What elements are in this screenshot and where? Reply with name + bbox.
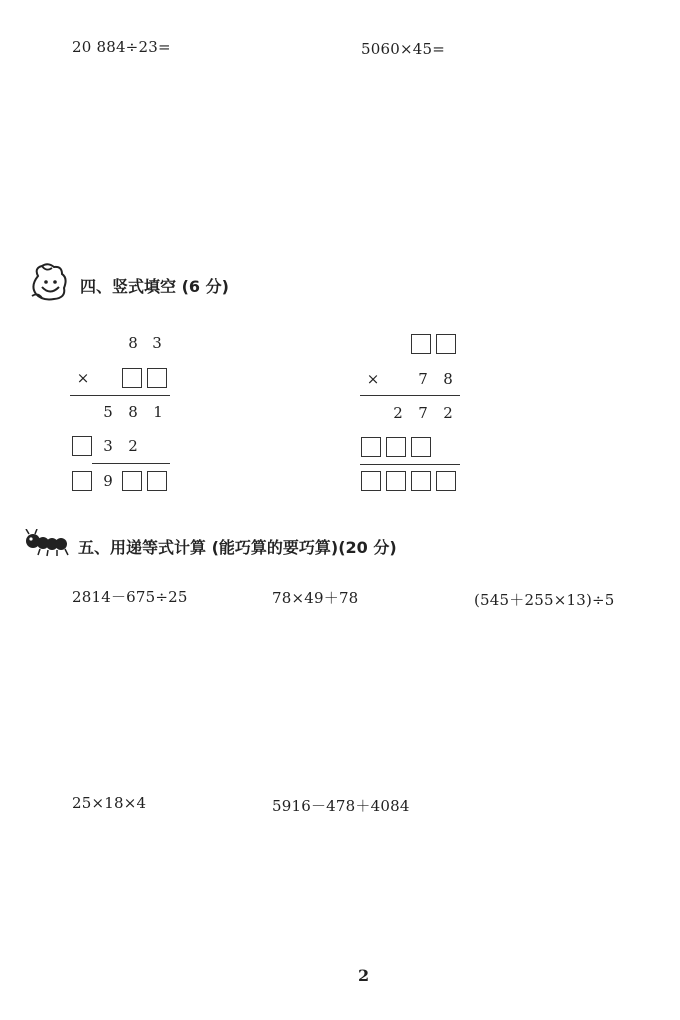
- problem-3: (545＋255×13)÷5: [474, 591, 615, 609]
- blank-box[interactable]: [436, 334, 456, 354]
- blank-box[interactable]: [436, 471, 456, 491]
- problem-4: 25×18×4: [72, 794, 147, 812]
- problem-division: 20 884÷23=: [72, 38, 171, 56]
- digit: 8: [128, 334, 138, 352]
- section-4-title: 四、竖式填空 (6 分): [80, 277, 229, 296]
- blank-box[interactable]: [72, 471, 92, 491]
- blank-box[interactable]: [411, 471, 431, 491]
- blank-box[interactable]: [147, 471, 167, 491]
- blank-box[interactable]: [122, 368, 142, 388]
- blank-box[interactable]: [147, 368, 167, 388]
- blank-box[interactable]: [411, 437, 431, 457]
- blank-box[interactable]: [361, 471, 381, 491]
- rule-line: [92, 463, 170, 464]
- blank-box[interactable]: [361, 437, 381, 457]
- digit: 2: [443, 404, 453, 422]
- rule-line: [70, 395, 170, 396]
- blank-box[interactable]: [122, 471, 142, 491]
- blank-box[interactable]: [386, 437, 406, 457]
- problem-5: 5916－478＋4084: [272, 797, 410, 815]
- problem-2: 78×49＋78: [272, 589, 359, 607]
- digit: 9: [103, 472, 113, 490]
- blank-box[interactable]: [386, 471, 406, 491]
- digit: 5: [103, 403, 113, 421]
- smiling-bag-icon: [28, 262, 72, 302]
- digit: 2: [128, 437, 138, 455]
- digit: 8: [128, 403, 138, 421]
- page-number: 2: [358, 966, 370, 985]
- caterpillar-icon: [24, 529, 74, 557]
- problem-multiplication: 5060×45=: [361, 40, 445, 58]
- rule-line: [360, 464, 460, 465]
- blank-box[interactable]: [72, 436, 92, 456]
- blank-box[interactable]: [411, 334, 431, 354]
- digit: 7: [418, 370, 428, 388]
- rule-line: [360, 395, 460, 396]
- digit: 3: [103, 437, 113, 455]
- digit: 8: [443, 370, 453, 388]
- problem-1: 2814－675÷25: [72, 588, 188, 606]
- digit: 3: [152, 334, 162, 352]
- digit: 7: [418, 404, 428, 422]
- digit: 2: [393, 404, 403, 422]
- times-sign: ×: [366, 370, 380, 388]
- times-sign: ×: [76, 369, 90, 387]
- section-5-title: 五、用递等式计算 (能巧算的要巧算)(20 分): [78, 538, 397, 557]
- digit: 1: [153, 403, 163, 421]
